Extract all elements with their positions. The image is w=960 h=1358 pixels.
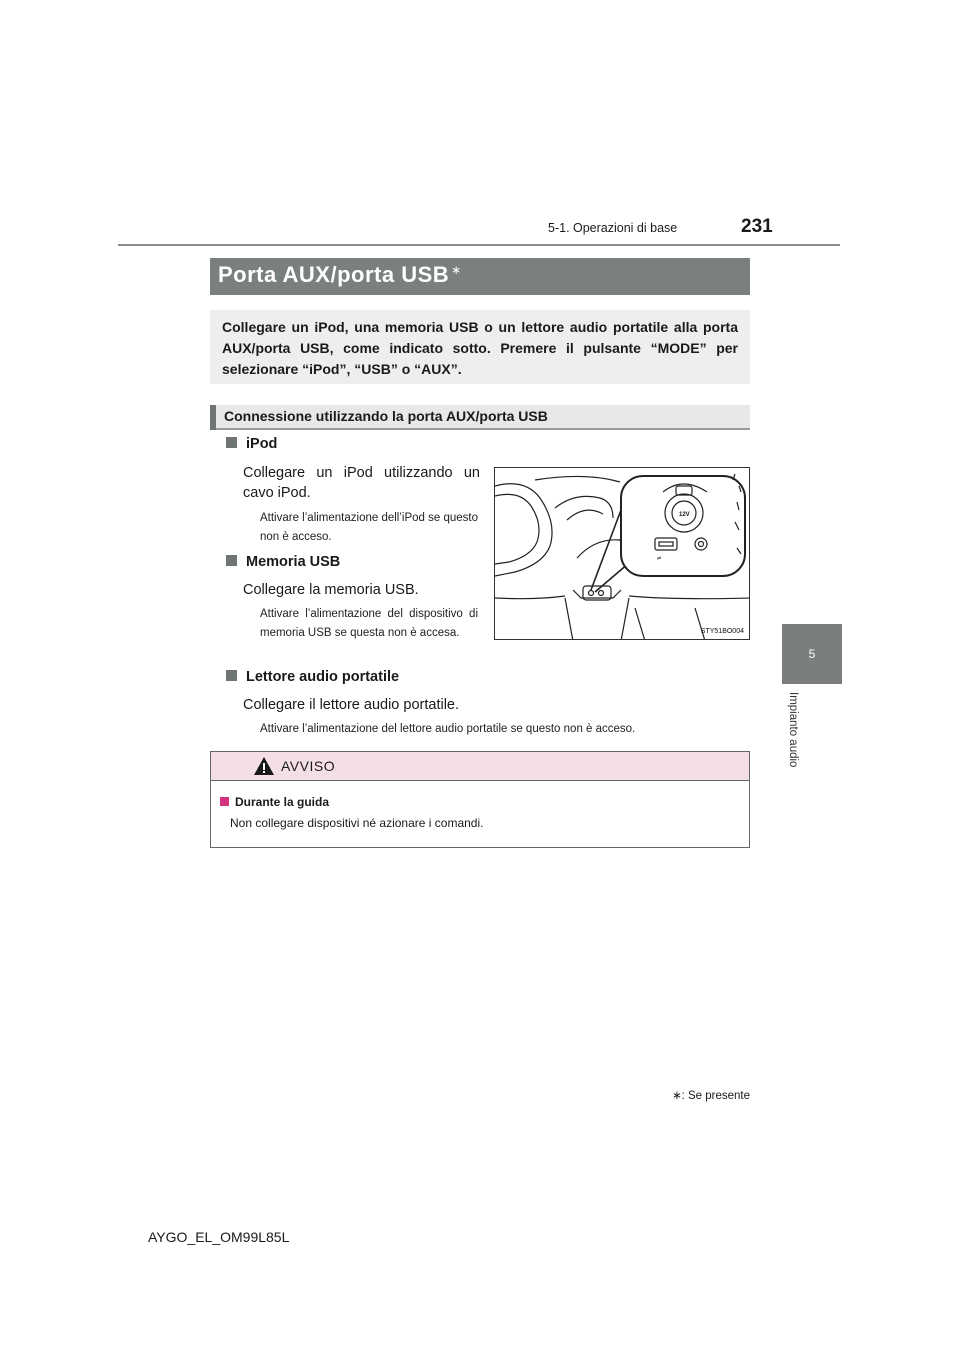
page-number: 231 [741,216,773,237]
subsection-title: Connessione utilizzando la porta AUX/porta USB [224,408,548,424]
item-note-ipod: Attivare l’alimentazione dell’iPod se questo non è acceso. [260,512,478,543]
item-heading-usb: Memoria USB [226,554,340,570]
page-title-text: Porta AUX/porta USB [218,262,450,287]
square-bullet-icon [226,437,237,448]
warning-triangle-icon [253,756,275,776]
intro-box [210,310,750,384]
socket-label: 12V [679,512,690,518]
warning-box [210,751,750,848]
item-note-portable-player: Attivare l’alimentazione del lettore audio portatile se questo non è acceso. [260,723,636,735]
warning-item-text: Non collegare dispositivi né azionare i comandi. [230,816,484,830]
section-header: 5-1. Operazioni di base [548,221,678,235]
optional-marker: ∗ [451,262,462,277]
page-title [218,262,462,288]
warning-heading: AVVISO [281,758,336,774]
intro-text: Collegare un iPod, una memoria USB o un lettore audio portatile alla porta AUX/porta USB, come indicato sotto. Premere il pulsante “MODE” per selezionare “iPod”, “USB” o “AUX”. [222,319,738,377]
subsection-accent-bar [210,405,216,430]
chapter-tab [782,624,842,684]
item-instruction-usb: Collegare la memoria USB. [243,582,419,598]
chapter-label: Impianto audio [787,692,799,768]
square-bullet-icon [220,797,229,806]
footnote-marker: ∗ [671,1090,682,1102]
figure-code: STY51BO004 [700,628,744,635]
item-instruction-ipod: Collegare un iPod utilizzando un cavo iPod. [243,465,480,501]
warning-item-title: Durante la guida [220,795,329,809]
item-instruction-portable-player: Collegare il lettore audio portatile. [243,697,460,713]
item-note-usb: Attivare l’alimentazione del dispositivo di memoria USB se questa non è accesa. [260,608,478,639]
chapter-number: 5 [808,647,816,661]
page-title-bar [210,258,750,295]
warning-header [211,752,749,781]
footer-code: AYGO_EL_OM99L85L [148,1229,290,1245]
subsection-header [210,405,750,430]
square-bullet-icon [226,670,237,681]
dashboard-drawing [495,468,750,640]
usb-symbol-icon: ⇌ [657,556,662,562]
dashboard-illustration [494,467,750,640]
square-bullet-icon [226,555,237,566]
footnote [600,1088,750,1102]
header-rule [118,244,840,246]
item-heading-ipod: iPod [226,436,277,452]
item-heading-portable-player: Lettore audio portatile [226,669,399,685]
footnote-text: : Se presente [681,1090,750,1102]
